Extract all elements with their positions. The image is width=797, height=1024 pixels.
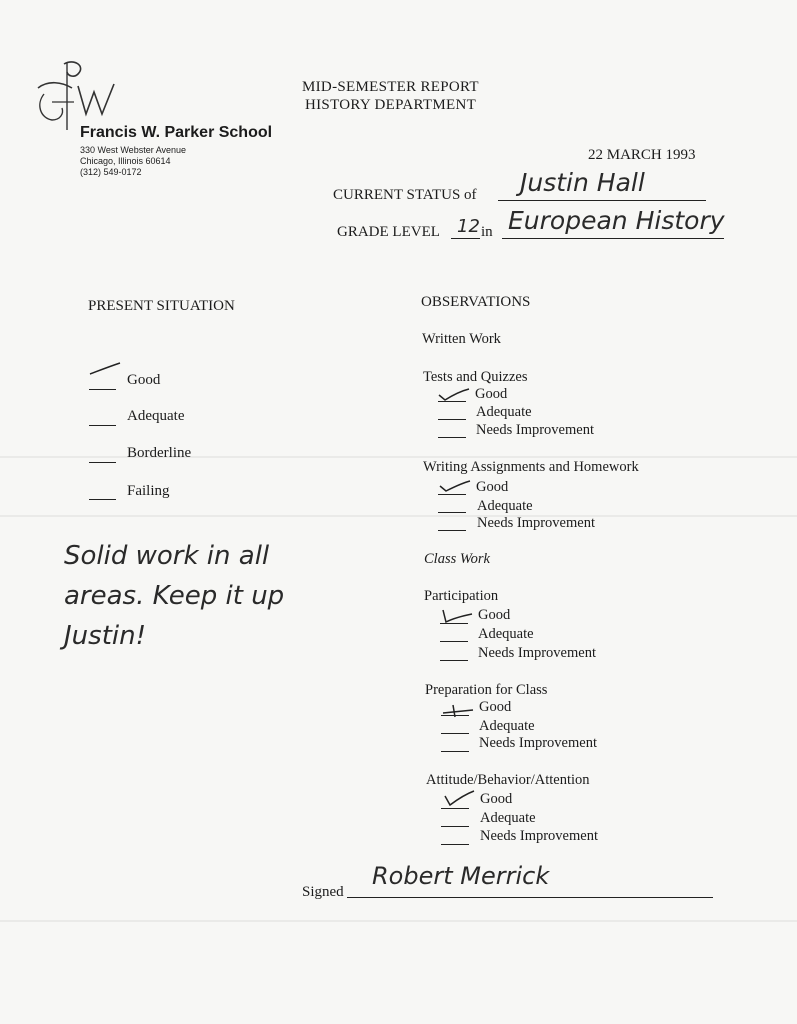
option-blank [441, 826, 469, 827]
category-label: Attitude/Behavior/Attention [426, 772, 590, 788]
situation-option: Failing [127, 483, 170, 499]
option-label: Needs Improvement [480, 828, 598, 844]
check-mark-icon [441, 703, 475, 719]
option-label: Good [479, 699, 512, 715]
department-title: HISTORY DEPARTMENT [305, 97, 477, 113]
option-blank [438, 494, 466, 495]
option-label: Good [476, 479, 509, 495]
situation-blank [89, 425, 116, 426]
situation-option: Good [127, 372, 161, 388]
option-blank [441, 751, 469, 752]
option-label: Adequate [476, 404, 532, 420]
situation-blank [89, 499, 116, 500]
option-label: Needs Improvement [479, 735, 597, 751]
school-phone: (312) 549-0172 [80, 167, 142, 177]
category-label: Writing Assignments and Homework [423, 459, 639, 475]
school-address-line2: Chicago, Illinois 60614 [80, 156, 171, 166]
option-blank [438, 437, 466, 438]
option-blank [438, 419, 466, 420]
class-work-heading: Class Work [424, 551, 490, 567]
grade-line [451, 238, 480, 239]
option-label: Adequate [478, 626, 534, 642]
present-situation-heading: PRESENT SITUATION [88, 298, 235, 314]
student-name-line [498, 200, 706, 201]
option-label: Good [478, 607, 511, 623]
option-label: Needs Improvement [478, 645, 596, 661]
option-label: Adequate [477, 498, 533, 514]
category-label: Preparation for Class [425, 682, 548, 698]
option-blank [440, 660, 468, 661]
grade-value: 12 [457, 216, 480, 237]
in-label: in [481, 224, 493, 240]
option-label: Good [475, 386, 508, 402]
course-name: European History [508, 206, 725, 235]
written-work-heading: Written Work [422, 331, 501, 347]
option-label: Needs Improvement [477, 515, 595, 531]
situation-blank [89, 462, 116, 463]
option-blank [441, 844, 469, 845]
option-label: Adequate [480, 810, 536, 826]
report-date: 22 MARCH 1993 [588, 147, 696, 163]
option-blank [438, 512, 466, 513]
option-label: Needs Improvement [476, 422, 594, 438]
option-label: Good [480, 791, 513, 807]
category-label: Participation [424, 588, 499, 604]
check-mark-icon [440, 608, 474, 624]
check-mark-icon [437, 387, 471, 403]
option-blank [441, 733, 469, 734]
situation-blank [89, 389, 116, 390]
paper-fold-line [0, 515, 797, 517]
paper-fold-line [0, 920, 797, 922]
school-monogram-logo [34, 58, 120, 132]
option-blank [438, 530, 466, 531]
observations-heading: OBSERVATIONS [421, 294, 531, 310]
option-blank [441, 808, 469, 809]
paper-fold-line [0, 456, 797, 458]
signature: Robert Merrick [372, 862, 550, 890]
course-line [502, 238, 724, 239]
situation-option: Adequate [127, 408, 185, 424]
check-mark-icon [88, 362, 122, 378]
option-blank [440, 641, 468, 642]
signed-label: Signed [302, 884, 344, 900]
school-address-line1: 330 West Webster Avenue [80, 145, 187, 155]
report-title: MID-SEMESTER REPORT [302, 79, 479, 95]
category-label: Tests and Quizzes [423, 369, 528, 385]
teacher-comment: Solid work in all areas. Keep it up Justin! [64, 541, 285, 651]
option-label: Adequate [479, 718, 535, 734]
current-status-label: CURRENT STATUS of [333, 187, 477, 203]
check-mark-icon [442, 790, 476, 806]
signature-line [347, 897, 713, 898]
student-name: Justin Hall [520, 168, 645, 197]
school-name: Francis W. Parker School [80, 124, 273, 141]
check-mark-icon [438, 478, 472, 494]
grade-level-label: GRADE LEVEL [337, 224, 440, 240]
situation-option: Borderline [127, 445, 192, 461]
